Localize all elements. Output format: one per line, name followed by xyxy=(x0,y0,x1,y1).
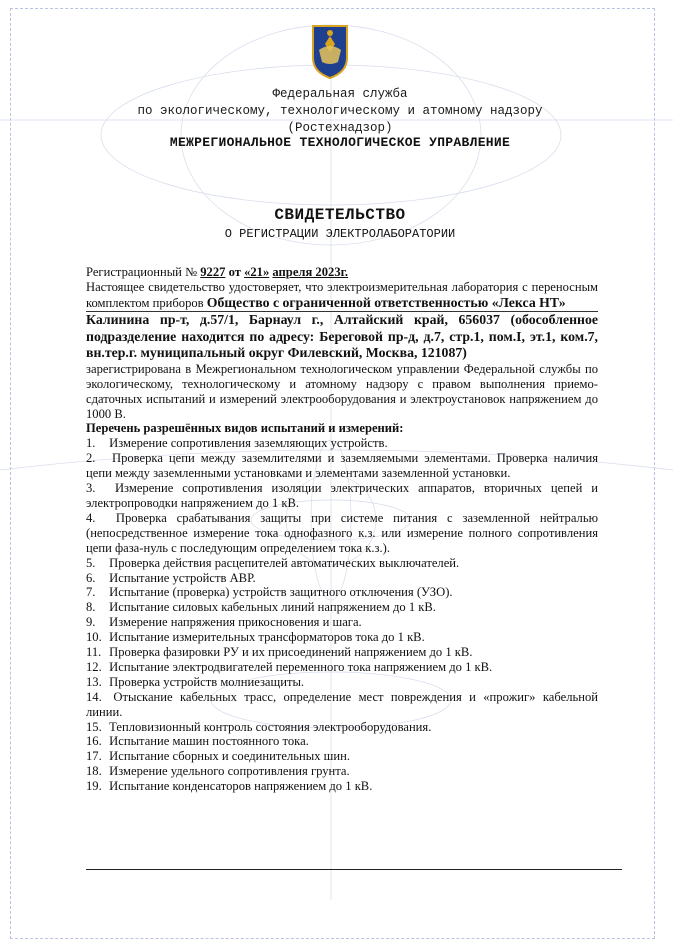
list-item-text: Измерение сопротивления заземляющих устройств. xyxy=(109,436,388,451)
list-item xyxy=(86,779,598,794)
list-item-text: Проверка срабатывания защиты при системе питания с заземленной нейтралью (непосредственное измерение тока однофазного к.з. или измерение полного сопротивления цепи фаза-нуль с последующим определением тока к.з.). xyxy=(86,510,598,555)
list-item xyxy=(86,556,598,571)
list-item-number: 3. xyxy=(86,481,96,496)
list-item-number: 1. xyxy=(86,436,96,451)
list-item-number: 9. xyxy=(86,615,96,630)
list-title: Перечень разрешённых видов испытаний и измерений: xyxy=(86,421,404,436)
reg-from: от xyxy=(228,265,241,279)
list-item xyxy=(86,675,598,690)
intro-text xyxy=(86,280,598,311)
list-item xyxy=(86,764,598,779)
agency-name-line-1: Федеральная служба xyxy=(272,87,408,101)
document-body xyxy=(86,265,598,794)
reg-number: 9227 xyxy=(200,265,226,279)
list-item-text: Испытание устройств АВР. xyxy=(109,570,256,585)
list-item xyxy=(86,615,598,630)
list-item-number: 5. xyxy=(86,555,96,570)
list-item xyxy=(86,734,598,749)
rostekhnadzor-emblem-icon xyxy=(309,22,351,80)
list-item-text: Проверка устройств молниезащиты. xyxy=(109,674,305,689)
list-item xyxy=(86,481,598,511)
list-item xyxy=(86,511,598,556)
registration-text: зарегистрирована в Межрегиональном технологическом управлении Федеральной службы по экологическому, технологическому и атомному надзору с правом выполнения приемо-сдаточных испытаний и измерений электрооборудования и электроустановок напряжением до 1000 В. xyxy=(86,361,598,421)
list-item-number: 7. xyxy=(86,585,96,600)
company-name: Общество с ограниченной ответственностью «Лекса НТ» xyxy=(206,294,566,310)
list-item-text: Проверка фазировки РУ и их присоединений напряжением до 1 кВ. xyxy=(109,645,473,660)
list-item xyxy=(86,630,598,645)
list-item-text: Испытание электродвигателей переменного тока напряжением до 1 кВ. xyxy=(109,659,493,674)
end-line xyxy=(86,869,622,870)
list-item-number: 16. xyxy=(86,734,102,749)
list-item-number: 18. xyxy=(86,764,102,779)
list-item-text: Измерение удельного сопротивления грунта. xyxy=(109,764,350,779)
list-item xyxy=(86,585,598,600)
reg-date-rest: апреля 2023г. xyxy=(272,265,349,279)
list-item-number: 19. xyxy=(86,779,102,794)
list-item-text: Испытание конденсаторов напряжением до 1 кВ. xyxy=(109,779,373,794)
list-item-text: Тепловизионный контроль состояния электрооборудования. xyxy=(109,719,432,734)
list-item xyxy=(86,600,598,615)
intro-text-content: Настоящее свидетельство удостоверяет, что электроизмерительная лаборатория с переносным комплектом приборов xyxy=(86,279,598,310)
registration-line xyxy=(86,265,598,280)
reg-date-day: «21» xyxy=(244,265,270,279)
list-item-number: 12. xyxy=(86,659,102,674)
list-item-number: 13. xyxy=(86,674,102,689)
company-address: Калинина пр-т, д.57/1, Барнаул г., Алтайский край, 656037 (обособленное подразделение находится по адресу: Береговой пр-д, д.7, стр.1, пом.I, эт.1, ком.7, вн.тер.г. муниципальный округ Филевский, Москва, 121087) xyxy=(86,312,598,361)
list-item-text: Испытание машин постоянного тока. xyxy=(109,734,309,749)
list-item-text: Испытание силовых кабельных линий напряжением до 1 кВ. xyxy=(109,600,436,615)
list-item xyxy=(86,749,598,764)
department-name: МЕЖРЕГИОНАЛЬНОЕ ТЕХНОЛОГИЧЕСКОЕ УПРАВЛЕНИЕ xyxy=(169,135,511,150)
list-item xyxy=(86,660,598,675)
list-item-number: 17. xyxy=(86,749,102,764)
list-item-number: 2. xyxy=(86,451,96,466)
list-item xyxy=(86,571,598,586)
list-item xyxy=(86,436,598,451)
list-item xyxy=(86,451,598,481)
list-item-number: 4. xyxy=(86,510,96,525)
tests-list xyxy=(86,436,598,794)
list-item-number: 15. xyxy=(86,719,102,734)
list-item-text: Измерение сопротивления изоляции электрических аппаратов, вторичных цепей и электропроводки напряжением до 1 кВ. xyxy=(86,481,598,510)
reg-prefix: Регистрационный № xyxy=(86,265,198,279)
list-item-text: Проверка действия расцепителей автоматических выключателей. xyxy=(109,555,460,570)
list-item xyxy=(86,690,598,720)
list-item xyxy=(86,645,598,660)
list-item xyxy=(86,720,598,735)
agency-name-line-2: по экологическому, технологическому и атомному надзору xyxy=(137,104,543,118)
list-item-text: Испытание (проверка) устройств защитного отключения (УЗО). xyxy=(109,585,453,600)
list-item-text: Испытание сборных и соединительных шин. xyxy=(109,749,350,764)
list-item-text: Отыскание кабельных трасс, определение мест повреждения и «прожиг» кабельной линии. xyxy=(86,689,598,719)
list-item-text: Проверка цепи между заземлителями и заземляемыми элементами. Проверка наличия цепи между заземленными установками и элементами заземленной установки. xyxy=(86,451,598,481)
list-item-number: 14. xyxy=(86,689,102,704)
agency-name-line-3: (Ростехнадзор) xyxy=(287,121,393,135)
list-item-text: Испытание измерительных трансформаторов тока до 1 кВ. xyxy=(109,630,425,645)
list-item-number: 11. xyxy=(86,645,102,660)
list-item-number: 10. xyxy=(86,630,102,645)
list-item-number: 6. xyxy=(86,570,96,585)
list-item-number: 8. xyxy=(86,600,96,615)
list-item-text: Измерение напряжения прикосновения и шага. xyxy=(109,615,362,630)
document-title: СВИДЕТЕЛЬСТВО xyxy=(274,206,406,224)
document-subtitle: О РЕГИСТРАЦИИ ЭЛЕКТРОЛАБОРАТОРИИ xyxy=(224,227,456,241)
